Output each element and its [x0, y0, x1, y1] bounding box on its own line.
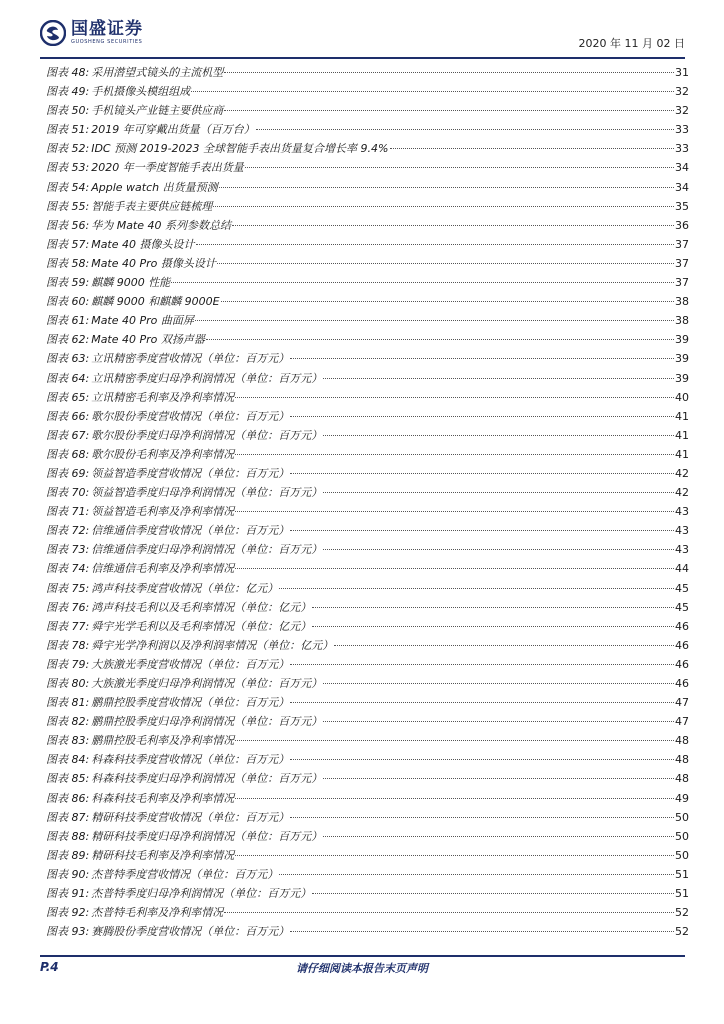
toc-entry-title: IDC 预测 2019-2023 全球智能手表出货量复合增长率 9.4% — [91, 142, 389, 156]
toc-leader-dots — [196, 233, 674, 245]
toc-entry-title: 大族激光季度归母净利润情况（单位：百万元） — [91, 677, 323, 690]
toc-leader-dots — [323, 767, 674, 779]
toc-leader-dots — [323, 481, 674, 493]
toc-entry-title: 信维通信季度营收情况（单位：百万元） — [91, 524, 290, 538]
toc-leader-dots — [245, 156, 674, 168]
toc-entry-title: 鹏鼎控股季度营收情况（单位：百万元） — [91, 696, 290, 710]
toc-leader-dots — [206, 328, 674, 340]
toc-entry-title: 智能手表主要供应链梳理 — [91, 199, 213, 213]
toc-entry-page: 40 — [675, 390, 689, 404]
toc-entry-title: 麒麟 9000 和麒麟 9000E — [91, 295, 220, 309]
toc-entry-label: 图表 65: — [46, 390, 90, 404]
toc-entry-label: 图表 82: — [46, 715, 90, 729]
toc-entry-label: 图表 52: — [46, 142, 90, 156]
toc-entry-page: 48 — [675, 753, 689, 767]
toc-entry-page: 31 — [675, 66, 689, 79]
toc-entry-title: Mate 40 Pro 摄像头设计 — [91, 256, 216, 270]
toc-entry-page: 41 — [675, 409, 689, 423]
toc-leader-dots — [279, 863, 674, 875]
toc-entry-title: 信维通信毛利率及净利率情况 — [91, 562, 235, 576]
toc-entry-label: 图表 71: — [46, 505, 90, 519]
toc-leader-dots — [235, 443, 674, 455]
toc-entry-title: 精研科技毛利率及净利率情况 — [91, 848, 235, 862]
toc-entry-page: 38 — [675, 314, 689, 328]
toc-leader-dots — [235, 557, 674, 569]
toc-entry-page: 52 — [675, 906, 689, 920]
toc-entry-label: 图表 62: — [46, 333, 90, 347]
toc-leader-dots — [235, 500, 674, 512]
toc-entry-page: 34 — [675, 161, 689, 175]
toc-entry-page: 37 — [675, 256, 689, 270]
toc-entry-page: 51 — [675, 867, 689, 881]
toc-entry-page: 41 — [675, 447, 689, 461]
toc-entry-title: 鹏鼎控股季度归母净利润情况（单位：百万元） — [91, 715, 323, 729]
toc-entry-title: 领益智造毛利率及净利率情况 — [91, 505, 235, 519]
toc-leader-dots — [323, 538, 674, 550]
toc-leader-dots — [290, 920, 674, 932]
toc-leader-dots — [312, 882, 674, 894]
toc-leader-dots — [323, 672, 674, 684]
logo-english: GUOSHENG SECURITIES — [71, 39, 143, 45]
toc-entry-page: 49 — [675, 791, 689, 805]
toc-entry-title: 科森科技季度归母净利润情况（单位：百万元） — [91, 772, 323, 786]
toc-leader-dots — [290, 691, 674, 703]
page-header — [40, 20, 685, 56]
toc-entry-page: 50 — [675, 829, 689, 843]
toc-leader-dots — [235, 386, 674, 398]
toc-entry-label: 图表 49: — [46, 85, 90, 99]
toc-entry-title: 鸿声科技毛利以及毛利率情况（单位：亿元） — [91, 600, 312, 614]
logo-icon — [40, 20, 66, 46]
toc-leader-dots — [235, 787, 674, 799]
toc-entry-page: 46 — [675, 638, 689, 652]
toc-entry-label: 图表 83: — [46, 734, 90, 748]
company-logo — [40, 20, 143, 46]
toc-entry-label: 图表 89: — [46, 848, 90, 862]
toc-entry[interactable] — [46, 922, 689, 941]
toc-entry-label: 图表 59: — [46, 276, 90, 290]
toc-entry-label: 图表 61: — [46, 314, 90, 328]
toc-entry-label: 图表 66: — [46, 409, 90, 423]
toc-entry-page: 33 — [675, 123, 689, 137]
toc-leader-dots — [279, 577, 674, 589]
toc-entry-title: Mate 40 摄像头设计 — [91, 237, 195, 251]
toc-entry-label: 图表 63: — [46, 352, 90, 366]
toc-leader-dots — [224, 99, 674, 111]
toc-entry-page: 46 — [675, 619, 689, 633]
toc-entry-page: 39 — [675, 371, 689, 385]
toc-entry-page: 33 — [675, 142, 689, 156]
toc-leader-dots — [235, 729, 674, 741]
toc-entry-title: 领益智造季度营收情况（单位：百万元） — [91, 466, 290, 480]
toc-entry-label: 图表 70: — [46, 486, 90, 500]
toc-leader-dots — [290, 405, 674, 417]
toc-leader-dots — [221, 290, 674, 302]
toc-entry-label: 图表 87: — [46, 810, 90, 824]
toc-entry-page: 42 — [675, 486, 689, 500]
toc-entry-title: 杰普特季度归母净利润情况（单位：百万元） — [91, 887, 312, 901]
toc-leader-dots — [290, 806, 674, 818]
toc-entry-title: Apple watch 出货量预测 — [91, 180, 218, 194]
toc-entry-title: 舜宇光学毛利以及毛利率情况（单位：亿元） — [91, 619, 312, 633]
toc-entry-title: 鸿声科技季度营收情况（单位：亿元） — [91, 581, 279, 595]
toc-entry-page: 32 — [675, 104, 689, 118]
toc-entry-title: 杰普特季度营收情况（单位：百万元） — [91, 867, 279, 881]
toc-leader-dots — [290, 519, 674, 531]
toc-entry-title: 科森科技季度营收情况（单位：百万元） — [91, 753, 290, 767]
toc-leader-dots — [290, 653, 674, 665]
toc-entry-label: 图表 48: — [46, 66, 90, 79]
toc-leader-dots — [191, 80, 674, 92]
header-divider — [40, 57, 685, 59]
toc-entry-page: 48 — [675, 772, 689, 786]
toc-entry-page: 46 — [675, 677, 689, 690]
toc-entry-title: 鹏鼎控股毛利率及净利率情况 — [91, 734, 235, 748]
toc-leader-dots — [217, 252, 674, 264]
toc-leader-dots — [290, 462, 674, 474]
toc-entry-page: 39 — [675, 352, 689, 366]
toc-entry-page: 43 — [675, 505, 689, 519]
toc-entry-page: 52 — [675, 925, 689, 939]
toc-entry-label: 图表 68: — [46, 447, 90, 461]
toc-entry-label: 图表 69: — [46, 466, 90, 480]
toc-leader-dots — [312, 615, 674, 627]
toc-entry-title: 信维通信季度归母净利润情况（单位：百万元） — [91, 543, 323, 557]
toc-entry-title: 华为 Mate 40 系列参数总结 — [91, 218, 232, 232]
toc-leader-dots — [334, 634, 674, 646]
toc-entry-title: 手机摄像头模组组成 — [91, 85, 191, 99]
toc-entry-page: 39 — [675, 333, 689, 347]
toc-entry-page: 45 — [675, 600, 689, 614]
toc-entry-label: 图表 72: — [46, 524, 90, 538]
toc-entry-label: 图表 90: — [46, 867, 90, 881]
toc-entry-page: 42 — [675, 466, 689, 480]
toc-entry-title: 杰普特毛利率及净利率情况 — [91, 906, 224, 920]
toc-leader-dots — [290, 748, 674, 760]
toc-leader-dots — [235, 844, 674, 856]
toc-entry-label: 图表 55: — [46, 199, 90, 213]
toc-entry-title: 2020 年一季度智能手表出货量 — [91, 161, 244, 175]
toc-leader-dots — [171, 271, 674, 283]
toc-entry-page: 34 — [675, 180, 689, 194]
toc-entry-page: 48 — [675, 734, 689, 748]
toc-entry-title: 采用潜望式镜头的主流机型 — [91, 66, 224, 79]
toc-entry-label: 图表 91: — [46, 887, 90, 901]
footer-disclaimer: 请仔细阅读本报告末页声明 — [296, 962, 428, 975]
toc-leader-dots — [219, 176, 674, 188]
toc-entry-page: 47 — [675, 715, 689, 729]
toc-entry-page: 43 — [675, 543, 689, 557]
toc-entry-label: 图表 84: — [46, 753, 90, 767]
toc-entry-label: 图表 88: — [46, 829, 90, 843]
toc-leader-dots — [232, 214, 674, 226]
logo-wordmark: 国盛证券 — [71, 19, 143, 39]
toc-entry-page: 36 — [675, 218, 689, 232]
toc-entry-title: 立讯精密季度营收情况（单位：百万元） — [91, 352, 290, 366]
toc-leader-dots — [323, 710, 674, 722]
toc-leader-dots — [224, 901, 674, 913]
toc-entry-page: 47 — [675, 696, 689, 710]
toc-entry-title: 领益智造季度归母净利润情况（单位：百万元） — [91, 486, 323, 500]
toc-entry-page: 44 — [675, 562, 689, 576]
toc-entry-label: 图表 54: — [46, 180, 90, 194]
toc-entry-page: 50 — [675, 848, 689, 862]
toc-leader-dots — [323, 825, 674, 837]
toc-entry-title: 立讯精密毛利率及净利率情况 — [91, 390, 235, 404]
toc-entry-label: 图表 81: — [46, 696, 90, 710]
toc-entry-title: 精研科技季度营收情况（单位：百万元） — [91, 810, 290, 824]
toc-leader-dots — [390, 137, 675, 149]
toc-entry-page: 50 — [675, 810, 689, 824]
toc-entry-title: 舜宇光学净利润以及净利润率情况（单位：亿元） — [91, 638, 334, 652]
toc-entry-title: 手机镜头产业链主要供应商 — [91, 104, 224, 118]
toc-entry-title: 歌尔股份季度营收情况（单位：百万元） — [91, 409, 290, 423]
toc-entry-title: 歌尔股份毛利率及净利率情况 — [91, 447, 235, 461]
toc-entry-page: 37 — [675, 237, 689, 251]
toc-entry-label: 图表 77: — [46, 619, 90, 633]
toc-entry-label: 图表 60: — [46, 295, 90, 309]
toc-leader-dots — [290, 347, 674, 359]
toc-entry-title: 精研科技季度归母净利润情况（单位：百万元） — [91, 829, 323, 843]
toc-entry-label: 图表 75: — [46, 581, 90, 595]
toc-entry-page: 35 — [675, 199, 689, 213]
toc-leader-dots — [213, 195, 674, 207]
toc-entry-label: 图表 64: — [46, 371, 90, 385]
toc-entry-title: 立讯精密季度归母净利润情况（单位：百万元） — [91, 371, 323, 385]
toc-entry-page: 38 — [675, 295, 689, 309]
toc-entry-label: 图表 92: — [46, 906, 90, 920]
toc-entry-label: 图表 85: — [46, 772, 90, 786]
toc-leader-dots — [256, 118, 674, 130]
toc-entry-page: 43 — [675, 524, 689, 538]
footer-divider — [40, 955, 685, 957]
toc-entry-label: 图表 58: — [46, 256, 90, 270]
toc-entry-title: 麒麟 9000 性能 — [91, 276, 171, 290]
toc-leader-dots — [224, 61, 674, 73]
toc-entry-label: 图表 56: — [46, 218, 90, 232]
toc-entry-label: 图表 79: — [46, 657, 90, 671]
report-date: 2020 年 11 月 02 日 — [578, 37, 685, 50]
toc-entry-label: 图表 50: — [46, 104, 90, 118]
toc-entry-label: 图表 78: — [46, 638, 90, 652]
toc-entry-title: Mate 40 Pro 曲面屏 — [91, 314, 194, 328]
toc-entry-page: 45 — [675, 581, 689, 595]
toc-entry-label: 图表 86: — [46, 791, 90, 805]
toc-entry-page: 46 — [675, 657, 689, 671]
toc-entry-label: 图表 57: — [46, 237, 90, 251]
toc-entry-label: 图表 53: — [46, 161, 90, 175]
toc-leader-dots — [323, 424, 674, 436]
toc-leader-dots — [195, 309, 674, 321]
toc-entry-label: 图表 93: — [46, 925, 90, 939]
toc-entry-label: 图表 76: — [46, 600, 90, 614]
toc-entry-title: Mate 40 Pro 双扬声器 — [91, 333, 205, 347]
toc-leader-dots — [323, 367, 674, 379]
toc-leader-dots — [312, 596, 674, 608]
figure-list — [46, 63, 689, 941]
toc-entry-title: 2019 年可穿戴出货量（百万台） — [91, 123, 255, 137]
toc-entry-page: 41 — [675, 428, 689, 442]
toc-entry-page: 32 — [675, 85, 689, 99]
toc-entry-page: 37 — [675, 276, 689, 290]
toc-entry-label: 图表 67: — [46, 428, 90, 442]
toc-entry-label: 图表 74: — [46, 562, 90, 576]
toc-entry-title: 赛腾股份季度营收情况（单位：百万元） — [91, 925, 290, 939]
page-number: P.4 — [40, 960, 59, 974]
toc-entry-label: 图表 73: — [46, 543, 90, 557]
toc-entry-title: 歌尔股份季度归母净利润情况（单位：百万元） — [91, 428, 323, 442]
toc-entry-page: 51 — [675, 887, 689, 901]
toc-entry-title: 科森科技毛利率及净利率情况 — [91, 791, 235, 805]
toc-entry-label: 图表 51: — [46, 123, 90, 137]
toc-entry-title: 大族激光季度营收情况（单位：百万元） — [91, 657, 290, 671]
toc-entry-label: 图表 80: — [46, 677, 90, 690]
